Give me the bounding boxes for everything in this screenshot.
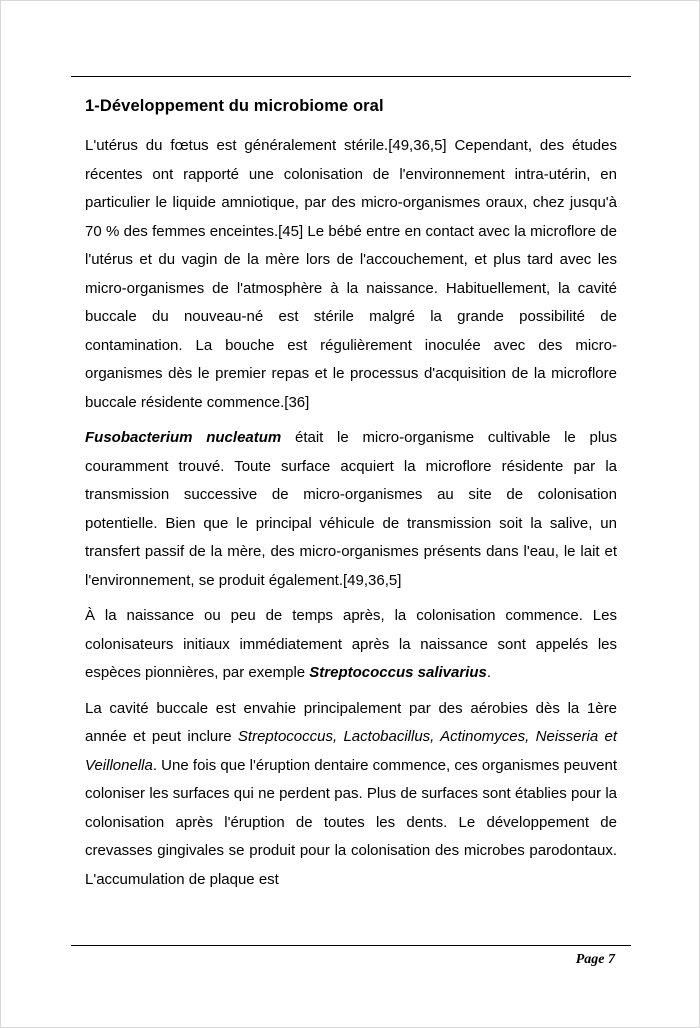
text-run: Fusobacterium nucleatum bbox=[85, 429, 282, 446]
text-run: La cavité buccale est envahie principalement par des aérobies dès la 1ère année et peut inclure bbox=[85, 699, 617, 745]
paragraph bbox=[85, 424, 617, 595]
document-content bbox=[85, 97, 617, 901]
text-run: Streptococcus salivarius bbox=[309, 664, 487, 681]
text-run: était le micro-organisme cultivable le plus couramment trouvé. Toute surface acquiert la microflore résidente par la transmission successive de micro-organismes au site de colonisation potentielle. Bien que le principal véhicule de transmission soit la salive, un transfert passif de la mère, des micro-organismes présents dans l'eau, le lait et l'environnement, se produit également.[49,36,5] bbox=[85, 429, 618, 589]
text-run: À la naissance ou peu de temps après, la colonisation commence. Les colonisateurs initiaux immédiatement après la naissance sont appelés les espèces pionnières, par exemple bbox=[85, 607, 617, 681]
section-title: 1-Développement du microbiome oral bbox=[85, 97, 384, 115]
text-run: . bbox=[486, 664, 492, 681]
header-rule bbox=[71, 76, 631, 77]
footer-rule bbox=[71, 945, 631, 946]
paragraph bbox=[85, 132, 617, 417]
text-run: Streptococcus, Lactobacillus, Actinomyces, Neisseria et Veillonella bbox=[85, 728, 617, 774]
text-run: . Une fois que l'éruption dentaire commence, ces organismes peuvent coloniser les surfaces qui ne perdent pas. Plus de surfaces sont établies pour la colonisation après l'éruption de toutes les dents. Le développement de crevasses gingivales se produit pour la colonisation des microbes parodontaux. L'accumulation de plaque est bbox=[85, 756, 617, 888]
text-run: L'utérus du fœtus est généralement stérile.[49,36,5] Cependant, des études récentes ont rapporté une colonisation de l'environnement intra-utérin, en particulier le liquide amniotique, par des micro-organismes oraux, chez jusqu'à 70 % des femmes enceintes.[45] Le bébé entre en contact avec la microflore de l'utérus et du vagin de la mère lors de l'accouchement, et plus tard avec les micro-organismes de l'atmosphère à la naissance. Habituellement, la cavité buccale du nouveau-né est stérile malgré la grande possibilité de contamination. La bouche est régulièrement inoculée avec des micro-organismes dès le premier repas et le processus d'acquisition de la microflore buccale résidente commence.[36] bbox=[85, 137, 617, 411]
paragraph bbox=[85, 602, 617, 688]
paragraphs bbox=[85, 132, 617, 894]
page-number: Page 7 bbox=[575, 952, 615, 967]
paragraph bbox=[85, 695, 617, 895]
